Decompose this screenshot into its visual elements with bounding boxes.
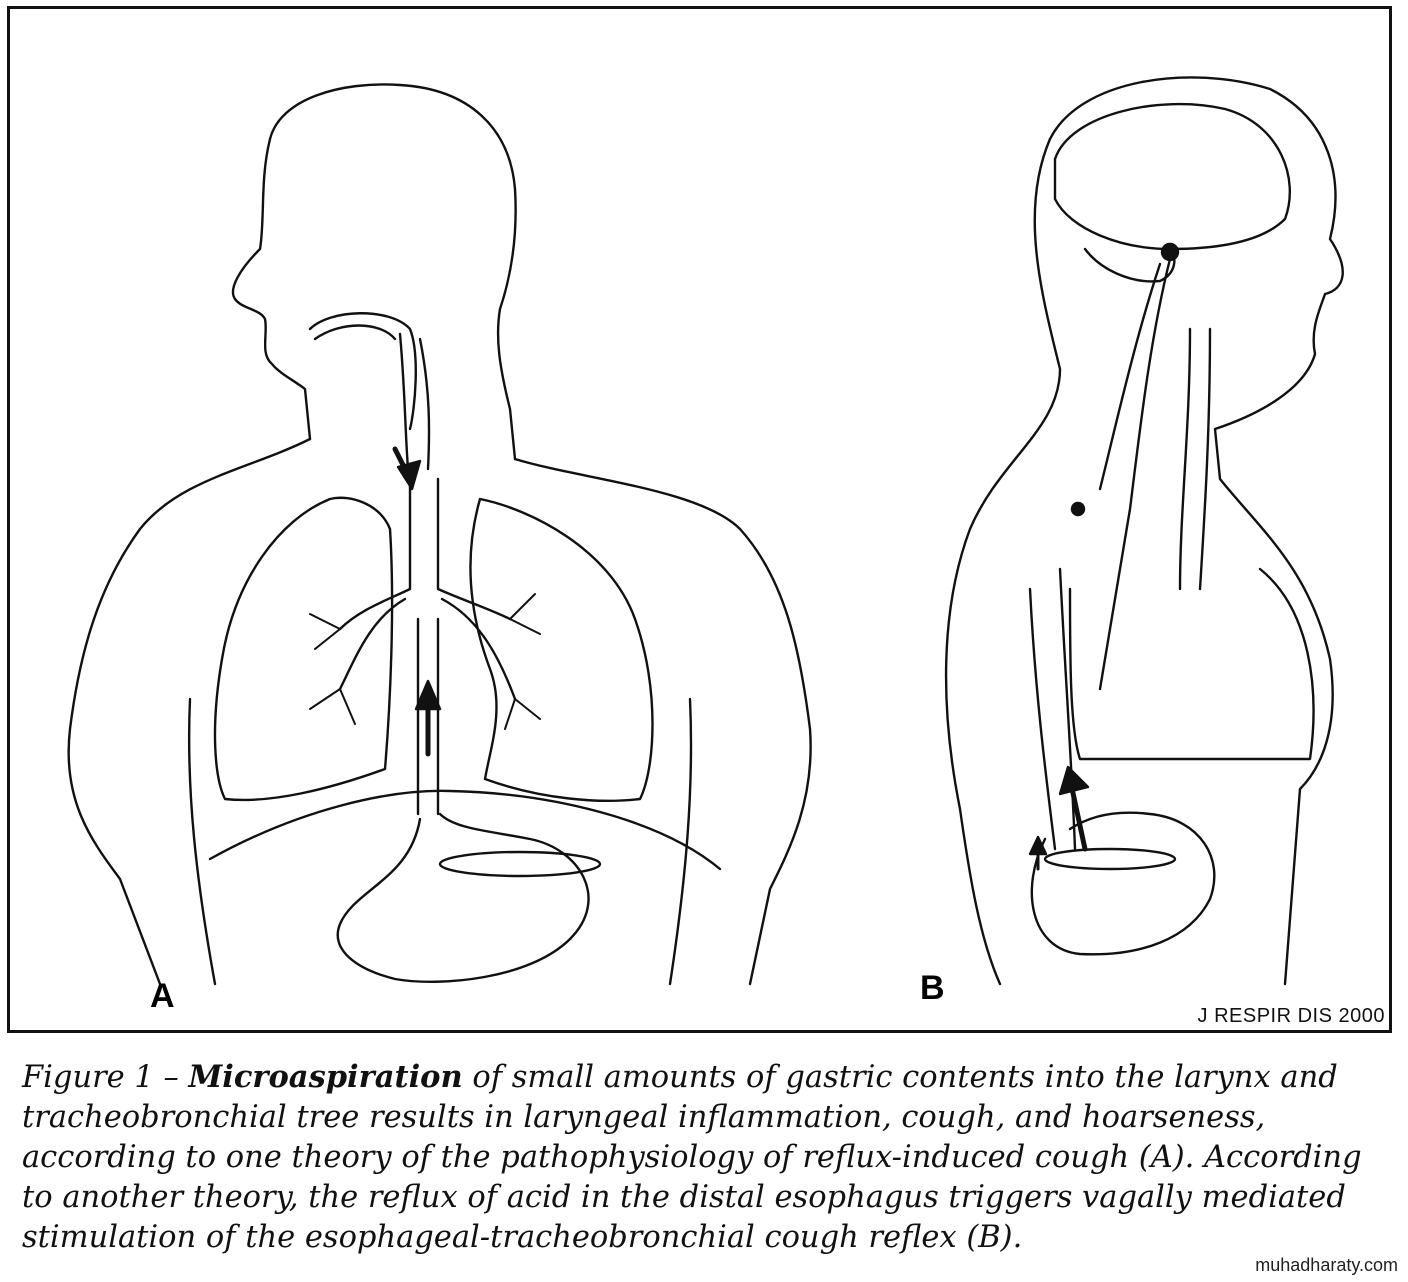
anatomy-illustration bbox=[10, 9, 1389, 1030]
caption-text: of small amounts of gastric contents into the larynx and tracheobronchial tree results in laryngeal inflammation, cough, and hoarseness, according to one theory of the pathophysiology of reflux-induced cough (A). According to another theory, the reflux of acid in the distal esophagus triggers vagally mediated stimulation of the esophageal-tracheobronchial cough reflex (B). bbox=[22, 1060, 1362, 1255]
panel-a-torso bbox=[69, 84, 811, 984]
figure-frame bbox=[7, 6, 1392, 1033]
caption-prefix: Figure 1 – bbox=[22, 1060, 189, 1095]
figure-caption bbox=[22, 1057, 1392, 1258]
source-credit: J RESPIR DIS 2000 bbox=[1197, 1005, 1385, 1027]
watermark: muhadharaty.com bbox=[1255, 1255, 1398, 1275]
panel-b-label: B bbox=[920, 969, 945, 1007]
caption-bold-term: Microaspiration bbox=[188, 1059, 463, 1095]
panel-b-profile bbox=[946, 77, 1343, 984]
panel-a-label: A bbox=[150, 977, 175, 1015]
